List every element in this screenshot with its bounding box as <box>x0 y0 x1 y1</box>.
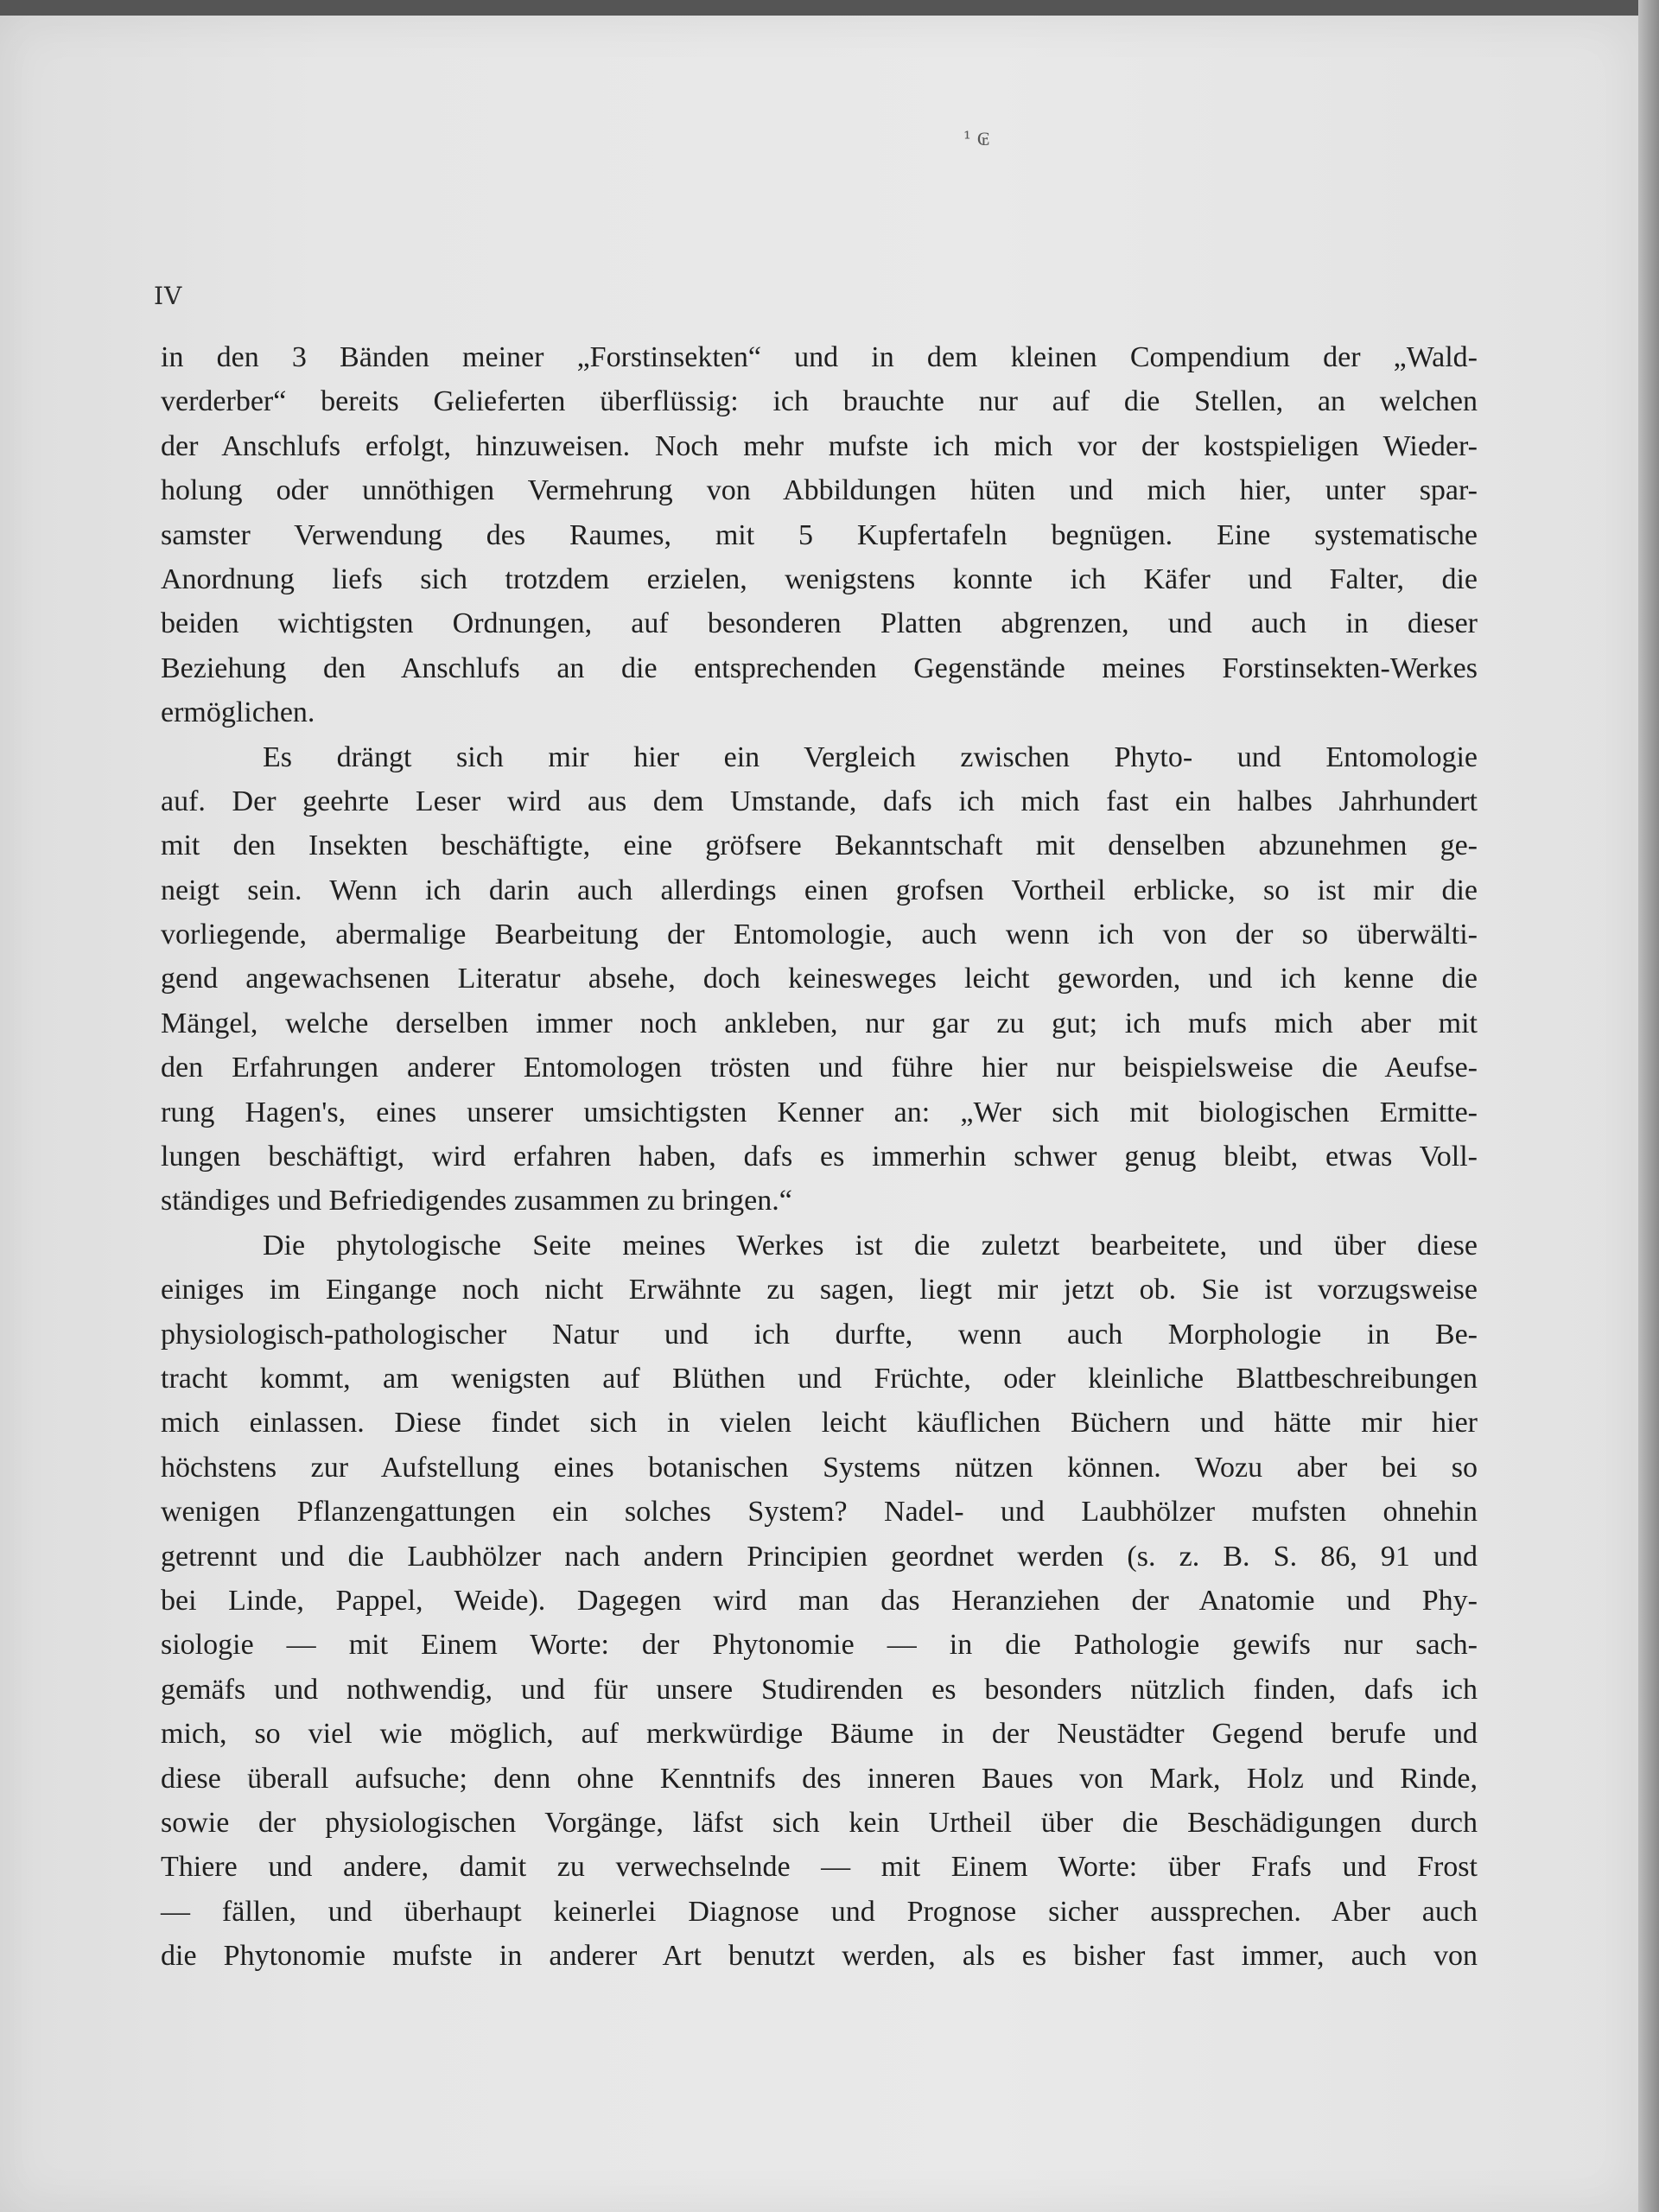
right-edge-shadow <box>1638 0 1659 2212</box>
text-line: samster Verwendung des Raumes, mit 5 Kupfertafeln begnügen. Eine systematische <box>161 518 1478 551</box>
text-line: mich, so viel wie möglich, auf merkwürdige Bäume in der Neustädter Gegend berufe und <box>161 1718 1478 1751</box>
text-line: Mängel, welche derselben immer noch ankleben, nur gar zu gut; ich mufs mich aber mit <box>161 1007 1478 1039</box>
paragraph-start-line: Es drängt sich mir hier ein Vergleich zwischen Phyto- und Entomologie <box>263 741 1478 773</box>
text-line: gemäfs und nothwendig, und für unsere Studirenden es besonders nützlich finden, dafs ich <box>161 1673 1478 1706</box>
text-line: Thiere und andere, damit zu verwechselnde — mit Einem Worte: über Frafs und Frost <box>161 1851 1478 1884</box>
text-line: der Anschlufs erfolgt, hinzuweisen. Noch mehr mufste ich mich vor der kostspieligen Wieder- <box>161 429 1478 462</box>
text-line: einiges im Eingange noch nicht Erwähnte zu sagen, liegt mir jetzt ob. Sie ist vorzugsweise <box>161 1274 1478 1306</box>
text-line: wenigen Pflanzengattungen ein solches System? Nadel- und Laubhölzer mufsten ohnehin <box>161 1496 1478 1529</box>
text-line: holung oder unnöthigen Vermehrung von Abbildungen hüten und mich hier, unter spar- <box>161 474 1478 507</box>
text-line: vorliegende, abermalige Bearbeitung der Entomologie, auch wenn ich von der so überwälti- <box>161 918 1478 951</box>
text-line: mit den Insekten beschäftigte, eine gröfsere Bekanntschaft mit denselben abzunehmen ge- <box>161 830 1478 862</box>
text-line: bei Linde, Pappel, Weide). Dagegen wird man das Heranziehen der Anatomie und Phy- <box>161 1584 1478 1617</box>
text-line: Anordnung liefs sich trotzdem erzielen, wenigstens konnte ich Käfer und Falter, die <box>161 563 1478 595</box>
text-line: ermöglichen. <box>161 696 315 729</box>
text-line: die Phytonomie mufste in anderer Art benutzt werden, als es bisher fast immer, auch von <box>161 1940 1478 1973</box>
text-line: neigt sein. Wenn ich darin auch allerdings einen grofsen Vortheil erblicke, so ist mir die <box>161 874 1478 906</box>
text-line: lungen beschäftigt, wird erfahren haben, dafs es immerhin schwer genug bleibt, etwas Voll- <box>161 1141 1478 1173</box>
text-line: den Erfahrungen anderer Entomologen trösten und führe hier nur beispielsweise die Aeufse- <box>161 1052 1478 1084</box>
text-line: höchstens zur Aufstellung eines botanischen Systems nützen können. Wozu aber bei so <box>161 1451 1478 1484</box>
book-page <box>0 16 1638 2212</box>
text-line: Beziehung den Anschlufs an die entsprechenden Gegenstände meines Forstinsekten-Werkes <box>161 652 1478 684</box>
body-text <box>161 335 1478 1978</box>
text-line: sowie der physiologischen Vorgänge, läfst sich kein Urtheil über die Beschädigungen durch <box>161 1806 1478 1839</box>
text-line: tracht kommt, am wenigsten auf Blüthen und Früchte, oder kleinliche Blattbeschreibungen <box>161 1362 1478 1395</box>
text-line: — fällen, und überhaupt keinerlei Diagnose und Prognose sicher aussprechen. Aber auch <box>161 1895 1478 1928</box>
text-line: beiden wichtigsten Ordnungen, auf besonderen Platten abgrenzen, und auch in dieser <box>161 607 1478 640</box>
text-line: verderber“ bereits Gelieferten überflüssig: ich brauchte nur auf die Stellen, an welchen <box>161 385 1478 418</box>
text-line: ständiges und Befriedigendes zusammen zu bringen.“ <box>161 1185 792 1217</box>
text-line: siologie — mit Einem Worte: der Phytonomie — in die Pathologie gewifs nur sach- <box>161 1629 1478 1662</box>
ink-mark: ¹ ₢ <box>963 129 990 150</box>
page-number: IV <box>154 282 183 310</box>
text-line: getrennt und die Laubhölzer nach andern Principien geordnet werden (s. z. B. S. 86, 91 und <box>161 1540 1478 1573</box>
text-line: gend angewachsenen Literatur absehe, doch keinesweges leicht geworden, und ich kenne die <box>161 963 1478 995</box>
top-edge-shadow <box>0 0 1659 17</box>
text-line: auf. Der geehrte Leser wird aus dem Umstande, dafs ich mich fast ein halbes Jahrhundert <box>161 785 1478 817</box>
paragraph-start-line: Die phytologische Seite meines Werkes ist die zuletzt bearbeitete, und über diese <box>263 1229 1478 1262</box>
text-line: mich einlassen. Diese findet sich in vielen leicht käuflichen Büchern und hätte mir hier <box>161 1407 1478 1440</box>
text-line: diese überall aufsuche; denn ohne Kenntnifs des inneren Baues von Mark, Holz und Rinde, <box>161 1762 1478 1795</box>
text-line: rung Hagen's, eines unserer umsichtigsten Kenner an: „Wer sich mit biologischen Ermitte- <box>161 1096 1478 1128</box>
text-line: physiologisch-pathologischer Natur und ich durfte, wenn auch Morphologie in Be- <box>161 1318 1478 1351</box>
text-line: in den 3 Bänden meiner „Forstinsekten“ und in dem kleinen Compendium der „Wald- <box>161 341 1478 373</box>
